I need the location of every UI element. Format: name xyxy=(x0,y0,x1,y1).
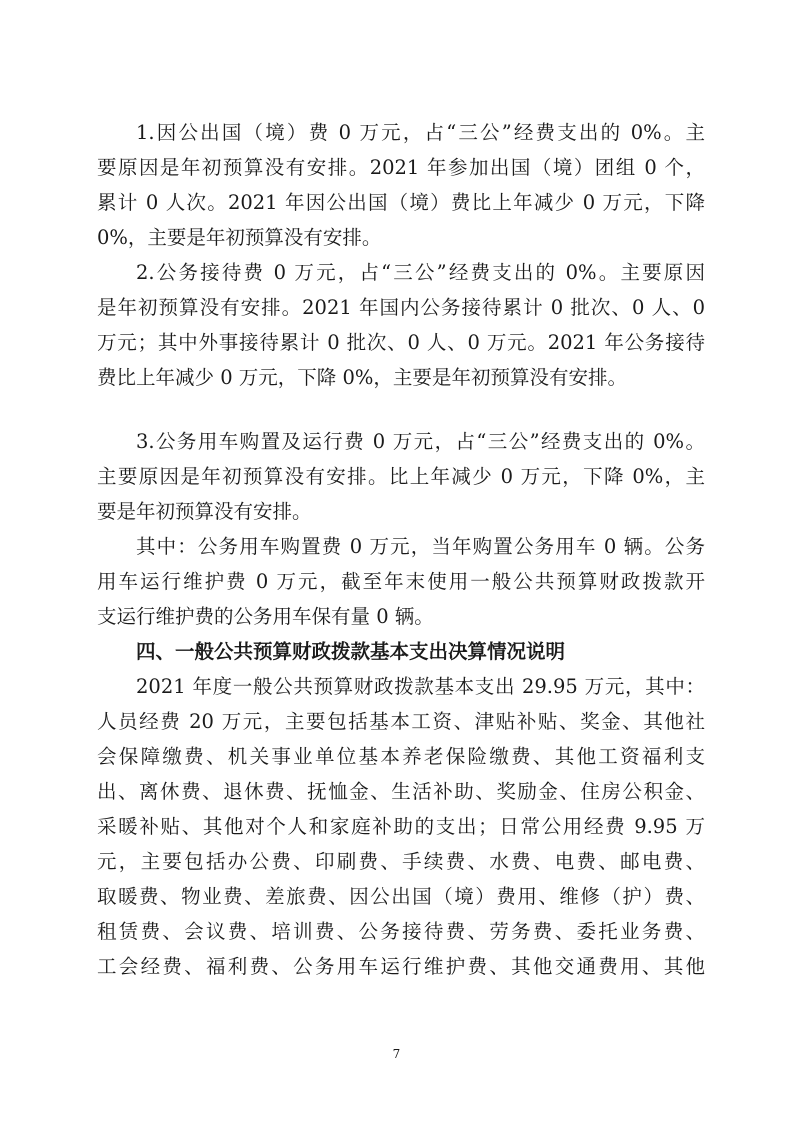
basic-expenditure-line: 会保障缴费、机关事业单位基本养老保险缴费、其他工资福利支 xyxy=(97,745,705,768)
basic-expenditure-line: 2021 年度一般公共预算财政拨款基本支出 29.95 万元，其中： xyxy=(136,675,705,698)
basic-expenditure-line: 工会经费、福利费、公务用车运行维护费、其他交通费用、其他 xyxy=(97,955,705,978)
basic-expenditure-line: 人员经费 20 万元，主要包括基本工资、津贴补贴、奖金、其他社 xyxy=(97,710,705,733)
paragraph-overseas-line: 要原因是年初预算没有安排。2021 年参加出国（境）团组 0 个， xyxy=(97,156,705,179)
paragraph-reception-line: 万元；其中外事接待累计 0 批次、0 人、0 万元。2021 年公务接待 xyxy=(97,331,705,354)
paragraph-reception-line: 是年初预算没有安排。2021 年国内公务接待累计 0 批次、0 人、0 xyxy=(97,296,705,319)
paragraph-reception-line: 2.公务接待费 0 万元，占“三公”经费支出的 0%。主要原因 xyxy=(136,261,705,284)
paragraph-overseas-line: 累计 0 人次。2021 年因公出国（境）费比上年减少 0 万元，下降 xyxy=(97,191,705,214)
paragraph-reception-line: 费比上年减少 0 万元，下降 0%，主要是年初预算没有安排。 xyxy=(97,366,627,389)
page-number: 7 xyxy=(392,1047,401,1061)
paragraph-overseas-line: 1.因公出国（境）费 0 万元，占“三公”经费支出的 0%。主 xyxy=(136,121,705,144)
paragraph-vehicles-line: 主要原因是年初预算没有安排。比上年减少 0 万元，下降 0%，主 xyxy=(97,465,705,488)
basic-expenditure-line: 元，主要包括办公费、印刷费、手续费、水费、电费、邮电费、 xyxy=(97,850,705,873)
paragraph-vehicles-line: 要是年初预算没有安排。 xyxy=(97,500,312,523)
section-heading: 四、一般公共预算财政拨款基本支出决算情况说明 xyxy=(136,640,566,663)
basic-expenditure-line: 租赁费、会议费、培训费、公务接待费、劳务费、委托业务费、 xyxy=(97,920,705,943)
paragraph-vehicle-detail-line: 用车运行维护费 0 万元，截至年末使用一般公共预算财政拨款开 xyxy=(97,570,705,593)
basic-expenditure-line: 采暖补贴、其他对个人和家庭补助的支出；日常公用经费 9.95 万 xyxy=(97,815,705,838)
paragraph-overseas-line: 0%，主要是年初预算没有安排。 xyxy=(97,226,382,249)
paragraph-vehicle-detail-line: 其中：公务用车购置费 0 万元，当年购置公务用车 0 辆。公务 xyxy=(136,535,705,558)
paragraph-vehicle-detail-line: 支运行维护费的公务用车保有量 0 辆。 xyxy=(97,605,434,628)
paragraph-vehicles-line: 3.公务用车购置及运行费 0 万元，占“三公”经费支出的 0%。 xyxy=(136,430,705,453)
basic-expenditure-line: 取暖费、物业费、差旅费、因公出国（境）费用、维修（护）费、 xyxy=(97,885,705,908)
basic-expenditure-line: 出、离休费、退休费、抚恤金、生活补助、奖励金、住房公积金、 xyxy=(97,780,705,803)
